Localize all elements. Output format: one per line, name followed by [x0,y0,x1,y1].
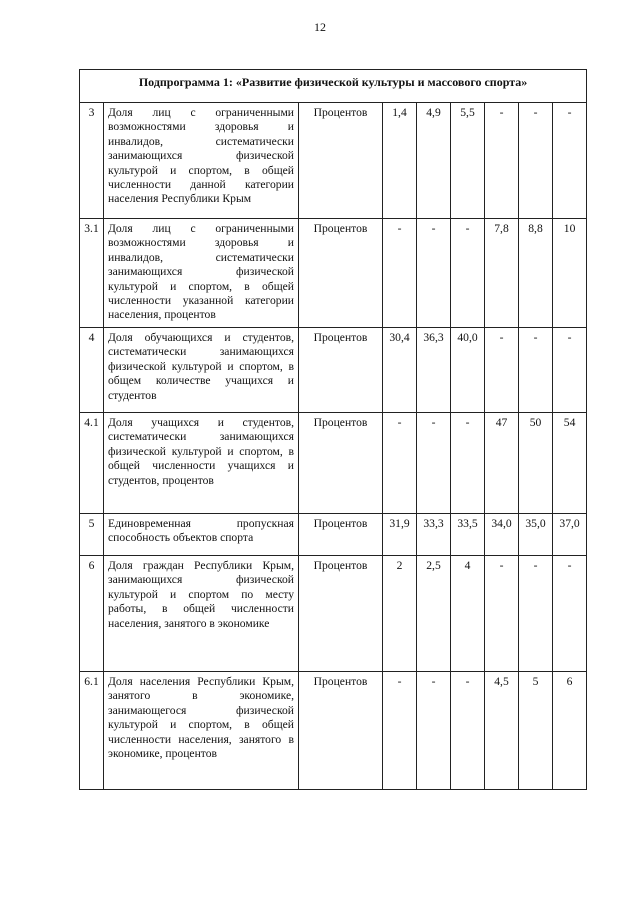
value-cell: - [383,219,417,328]
value-cell: 7,8 [485,219,519,328]
indicator-description: Доля лиц с ограниченными возможностями здоровья и инвалидов, систематически занимающихся физической культурой и спортом, в общей численности данной категории населения Республики Крым [104,103,299,219]
value-cell: - [485,328,519,413]
value-cell: - [383,413,417,514]
value-cell: - [519,328,553,413]
value-cell: 1,4 [383,103,417,219]
value-cell: 30,4 [383,328,417,413]
unit-cell: Процентов [299,328,383,413]
unit-cell: Процентов [299,514,383,556]
value-cell: 8,8 [519,219,553,328]
row-number: 4.1 [80,413,104,514]
value-cell: 31,9 [383,514,417,556]
value-cell: - [485,556,519,672]
value-cell: - [451,219,485,328]
table-row [80,328,587,413]
indicators-table [79,69,587,790]
value-cell: 37,0 [553,514,587,556]
table-row [80,219,587,328]
value-cell: 5,5 [451,103,485,219]
subprogram-title: Подпрограмма 1: «Развитие физической культуры и массового спорта» [80,70,587,103]
value-cell: - [553,556,587,672]
page-number: 12 [314,20,326,34]
row-number: 3 [80,103,104,219]
table-row [80,556,587,672]
value-cell: - [519,556,553,672]
value-cell: - [553,328,587,413]
value-cell: 2,5 [417,556,451,672]
value-cell: 4,9 [417,103,451,219]
row-number: 6.1 [80,672,104,790]
value-cell: 54 [553,413,587,514]
unit-cell: Процентов [299,103,383,219]
value-cell: 33,5 [451,514,485,556]
subprogram-header-row [80,70,587,103]
indicator-description: Доля учащихся и студентов, систематически занимающихся физической культурой и спортом, в общей численности учащихся и студентов, процентов [104,413,299,514]
indicator-description: Единовременная пропускная способность объектов спорта [104,514,299,556]
table-row [80,514,587,556]
value-cell: - [451,413,485,514]
value-cell: 4,5 [485,672,519,790]
value-cell: 36,3 [417,328,451,413]
value-cell: 50 [519,413,553,514]
value-cell: 2 [383,556,417,672]
row-number: 3.1 [80,219,104,328]
row-number: 6 [80,556,104,672]
value-cell: 5 [519,672,553,790]
value-cell: 10 [553,219,587,328]
value-cell: 6 [553,672,587,790]
value-cell: 35,0 [519,514,553,556]
value-cell: - [417,672,451,790]
table-row [80,672,587,790]
value-cell: - [383,672,417,790]
table-row [80,413,587,514]
unit-cell: Процентов [299,219,383,328]
value-cell: - [519,103,553,219]
value-cell: 47 [485,413,519,514]
value-cell: - [417,413,451,514]
value-cell: - [485,103,519,219]
indicator-description: Доля лиц с ограниченными возможностями здоровья и инвалидов, систематически занимающихся физической культурой и спортом, в общей численности указанной категории населения, процентов [104,219,299,328]
table-row [80,103,587,219]
indicator-description: Доля обучающихся и студентов, систематически занимающихся физической культурой и спортом, в общем количестве учащихся и студентов [104,328,299,413]
row-number: 4 [80,328,104,413]
value-cell: - [417,219,451,328]
indicator-description: Доля граждан Республики Крым, занимающихся физической культурой и спортом по месту работы, в общей численности населения, занятого в экономике [104,556,299,672]
value-cell: 33,3 [417,514,451,556]
value-cell: 4 [451,556,485,672]
value-cell: 40,0 [451,328,485,413]
row-number: 5 [80,514,104,556]
value-cell: 34,0 [485,514,519,556]
unit-cell: Процентов [299,672,383,790]
indicator-description: Доля населения Республики Крым, занятого в экономике, занимающегося физической культурой и спортом, в общей численности населения, занятого в экономике, процентов [104,672,299,790]
value-cell: - [553,103,587,219]
unit-cell: Процентов [299,556,383,672]
unit-cell: Процентов [299,413,383,514]
value-cell: - [451,672,485,790]
